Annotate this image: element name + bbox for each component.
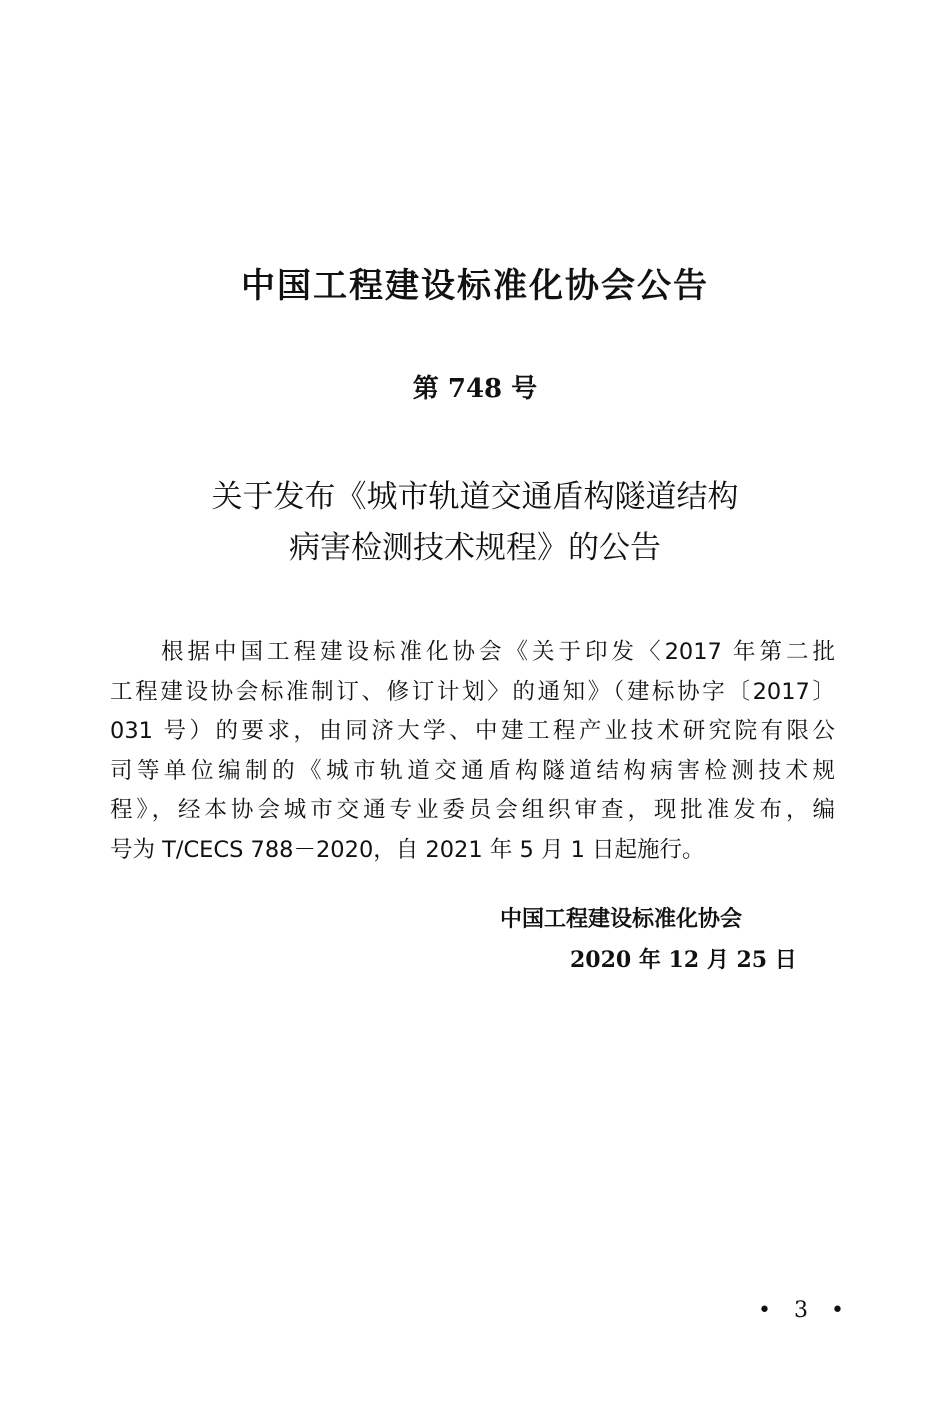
announcement-number: 第 748 号	[412, 374, 538, 404]
page-number: • 3 •	[758, 1298, 852, 1323]
body-paragraph	[110, 633, 835, 870]
body-line: 号为 T/CECS 788－2020，自 2021 年 5 月 1 日起施行。	[110, 836, 705, 863]
body-line: 工程建设协会标准制订、修订计划〉的通知》（建标协字〔2017〕	[110, 678, 835, 705]
signature-date: 2020 年 12 月 25 日	[570, 947, 797, 973]
body-line: 司等单位编制的《城市轨道交通盾构隧道结构病害检测技术规	[110, 757, 835, 784]
body-line: 程》，经本协会城市交通专业委员会组织审查，现批准发布，编	[110, 797, 835, 823]
signature-org: 中国工程建设标准化协会	[500, 907, 743, 932]
body-line: 根据中国工程建设标准化协会《关于印发〈2017 年第二批	[161, 639, 835, 665]
notice-title	[0, 472, 950, 574]
body-line: 031 号）的要求，由同济大学、中建工程产业技术研究院有限公	[110, 718, 835, 744]
notice-title-line-2: 病害检测技术规程》的公告	[289, 530, 661, 566]
notice-title-line-1: 关于发布《城市轨道交通盾构隧道结构	[211, 479, 739, 515]
signature-block	[500, 900, 797, 980]
org-announcement-title: 中国工程建设标准化协会公告	[241, 266, 709, 306]
